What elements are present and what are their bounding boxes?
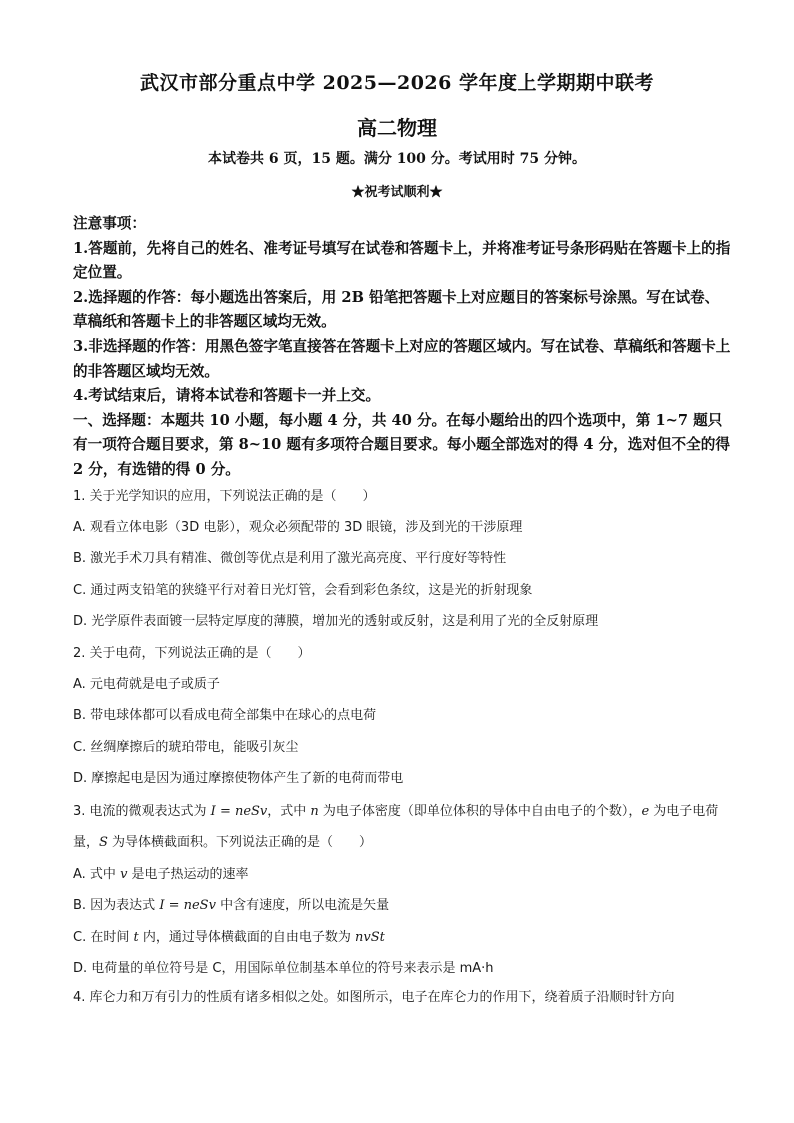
- question-3-option-a: [73, 861, 733, 889]
- notice-item-3: 3.非选择题的作答：用黑色签字笔直接答在答题卡上对应的答题区域内。写在试卷、草稿纸和答题卡上的非答题区域均无效。: [73, 337, 731, 380]
- var-v: v: [120, 867, 128, 883]
- question-2-option-c: C. 丝绸摩擦后的琥珀带电，能吸引灰尘: [73, 739, 299, 755]
- option-text: B. 因为表达式: [73, 898, 160, 914]
- question-1: [73, 483, 733, 636]
- question-4-stem: 4. 库仑力和万有引力的性质有诸多相似之处。如图所示，电子在库仑力的作用下，绕着质子沿顺时针方向: [73, 990, 675, 1005]
- question-3-option-b: [73, 892, 733, 920]
- var-S: S: [99, 835, 108, 850]
- exam-info: 本试卷共 6 页，15 题。满分 100 分。考试用时 75 分钟。: [207, 151, 587, 167]
- question-4: [73, 984, 733, 1012]
- question-3: [73, 796, 733, 983]
- question-1-option-a: A. 观看立体电影（3D 电影），观众必须配带的 3D 眼镜，涉及到光的干涉原理: [73, 520, 523, 536]
- question-1-option-c: C. 通过两支铅笔的狭缝平行对着日光灯管，会看到彩色条纹，这是光的折射现象: [73, 582, 533, 598]
- var-e: e: [641, 804, 650, 819]
- notice-item-2: 2.选择题的作答：每小题选出答案后，用 2B 铅笔把答题卡上对应题目的答案标号涂黑。写在试卷、草稿纸和答题卡上的非答题区域均无效。: [73, 288, 720, 331]
- var-t: t: [133, 929, 139, 945]
- notice-heading: 注意事项：: [73, 215, 146, 232]
- question-2-option-a: A. 元电荷就是电子或质子: [73, 677, 220, 693]
- electron-count-formula: nvSt: [354, 929, 385, 945]
- question-3-stem: [73, 796, 733, 858]
- option-text: 内，通过导体横截面的自由电子数为: [138, 929, 355, 945]
- question-3-stem-text: 为电子体密度（即单位体积的导体中自由电子的个数），: [318, 804, 642, 819]
- notice-item-1: 1.答题前，先将自己的姓名、准考证号填写在试卷和答题卡上，并将准考证号条形码贴在答题卡上的指定位置。: [73, 239, 731, 282]
- exam-title: 武汉市部分重点中学 2025—2026 学年度上学期期中联考: [140, 72, 654, 94]
- question-2-option-b: B. 带电球体都可以看成电荷全部集中在球心的点电荷: [73, 708, 377, 724]
- option-text: C. 在时间: [73, 929, 134, 945]
- notice-item-4: 4.考试结束后，请将本试卷和答题卡一并上交。: [73, 387, 381, 405]
- current-formula: I = neSv: [159, 898, 216, 914]
- exam-subject: 高二物理: [357, 116, 437, 140]
- question-3-stem-text: ，式中: [267, 804, 311, 819]
- question-2-stem: 2. 关于电荷，下列说法正确的是（ ）: [73, 646, 311, 661]
- option-text: 是电子热运动的速率: [127, 867, 249, 883]
- option-text: A. 式中: [73, 867, 121, 883]
- question-1-option-b: B. 激光手术刀具有精准、微创等优点是利用了激光高亮度、平行度好等特性: [73, 551, 507, 567]
- current-formula: I = neSv: [210, 804, 268, 819]
- option-text: 中含有速度，所以电流是矢量: [215, 898, 390, 914]
- section-instructions: 一、选择题：本题共 10 小题，每小题 4 分，共 40 分。在每小题给出的四个选项中，第 1~7 题只有一项符合题目要求，第 8~10 题有多项符合题目要求。每小题全部选对的得 4 分，选对但不全的得 2 分，有选错的得 0 分。: [73, 411, 730, 478]
- question-3-stem-text: 为电子电荷量，: [73, 804, 719, 850]
- question-3-stem-text: 为导体横截面积。下列说法正确的是（ ）: [107, 835, 373, 850]
- question-3-option-d: D. 电荷量的单位符号是 C，用国际单位制基本单位的符号来表示是 mA·h: [73, 960, 494, 976]
- question-1-stem: 1. 关于光学知识的应用，下列说法正确的是（ ）: [73, 489, 376, 504]
- question-3-option-c: [73, 924, 733, 952]
- good-luck-line: ★祝考试顺利★: [351, 185, 443, 200]
- question-1-option-d: D. 光学原件表面镀一层特定厚度的薄膜，增加光的透射或反射，这是利用了光的全反射原理: [73, 613, 599, 629]
- notice-section: [73, 212, 733, 483]
- question-2: [73, 640, 733, 793]
- question-2-option-d: D. 摩擦起电是因为通过摩擦使物体产生了新的电荷而带电: [73, 770, 404, 786]
- var-n: n: [310, 804, 319, 819]
- question-3-stem-text: 3. 电流的微观表达式为: [73, 804, 211, 819]
